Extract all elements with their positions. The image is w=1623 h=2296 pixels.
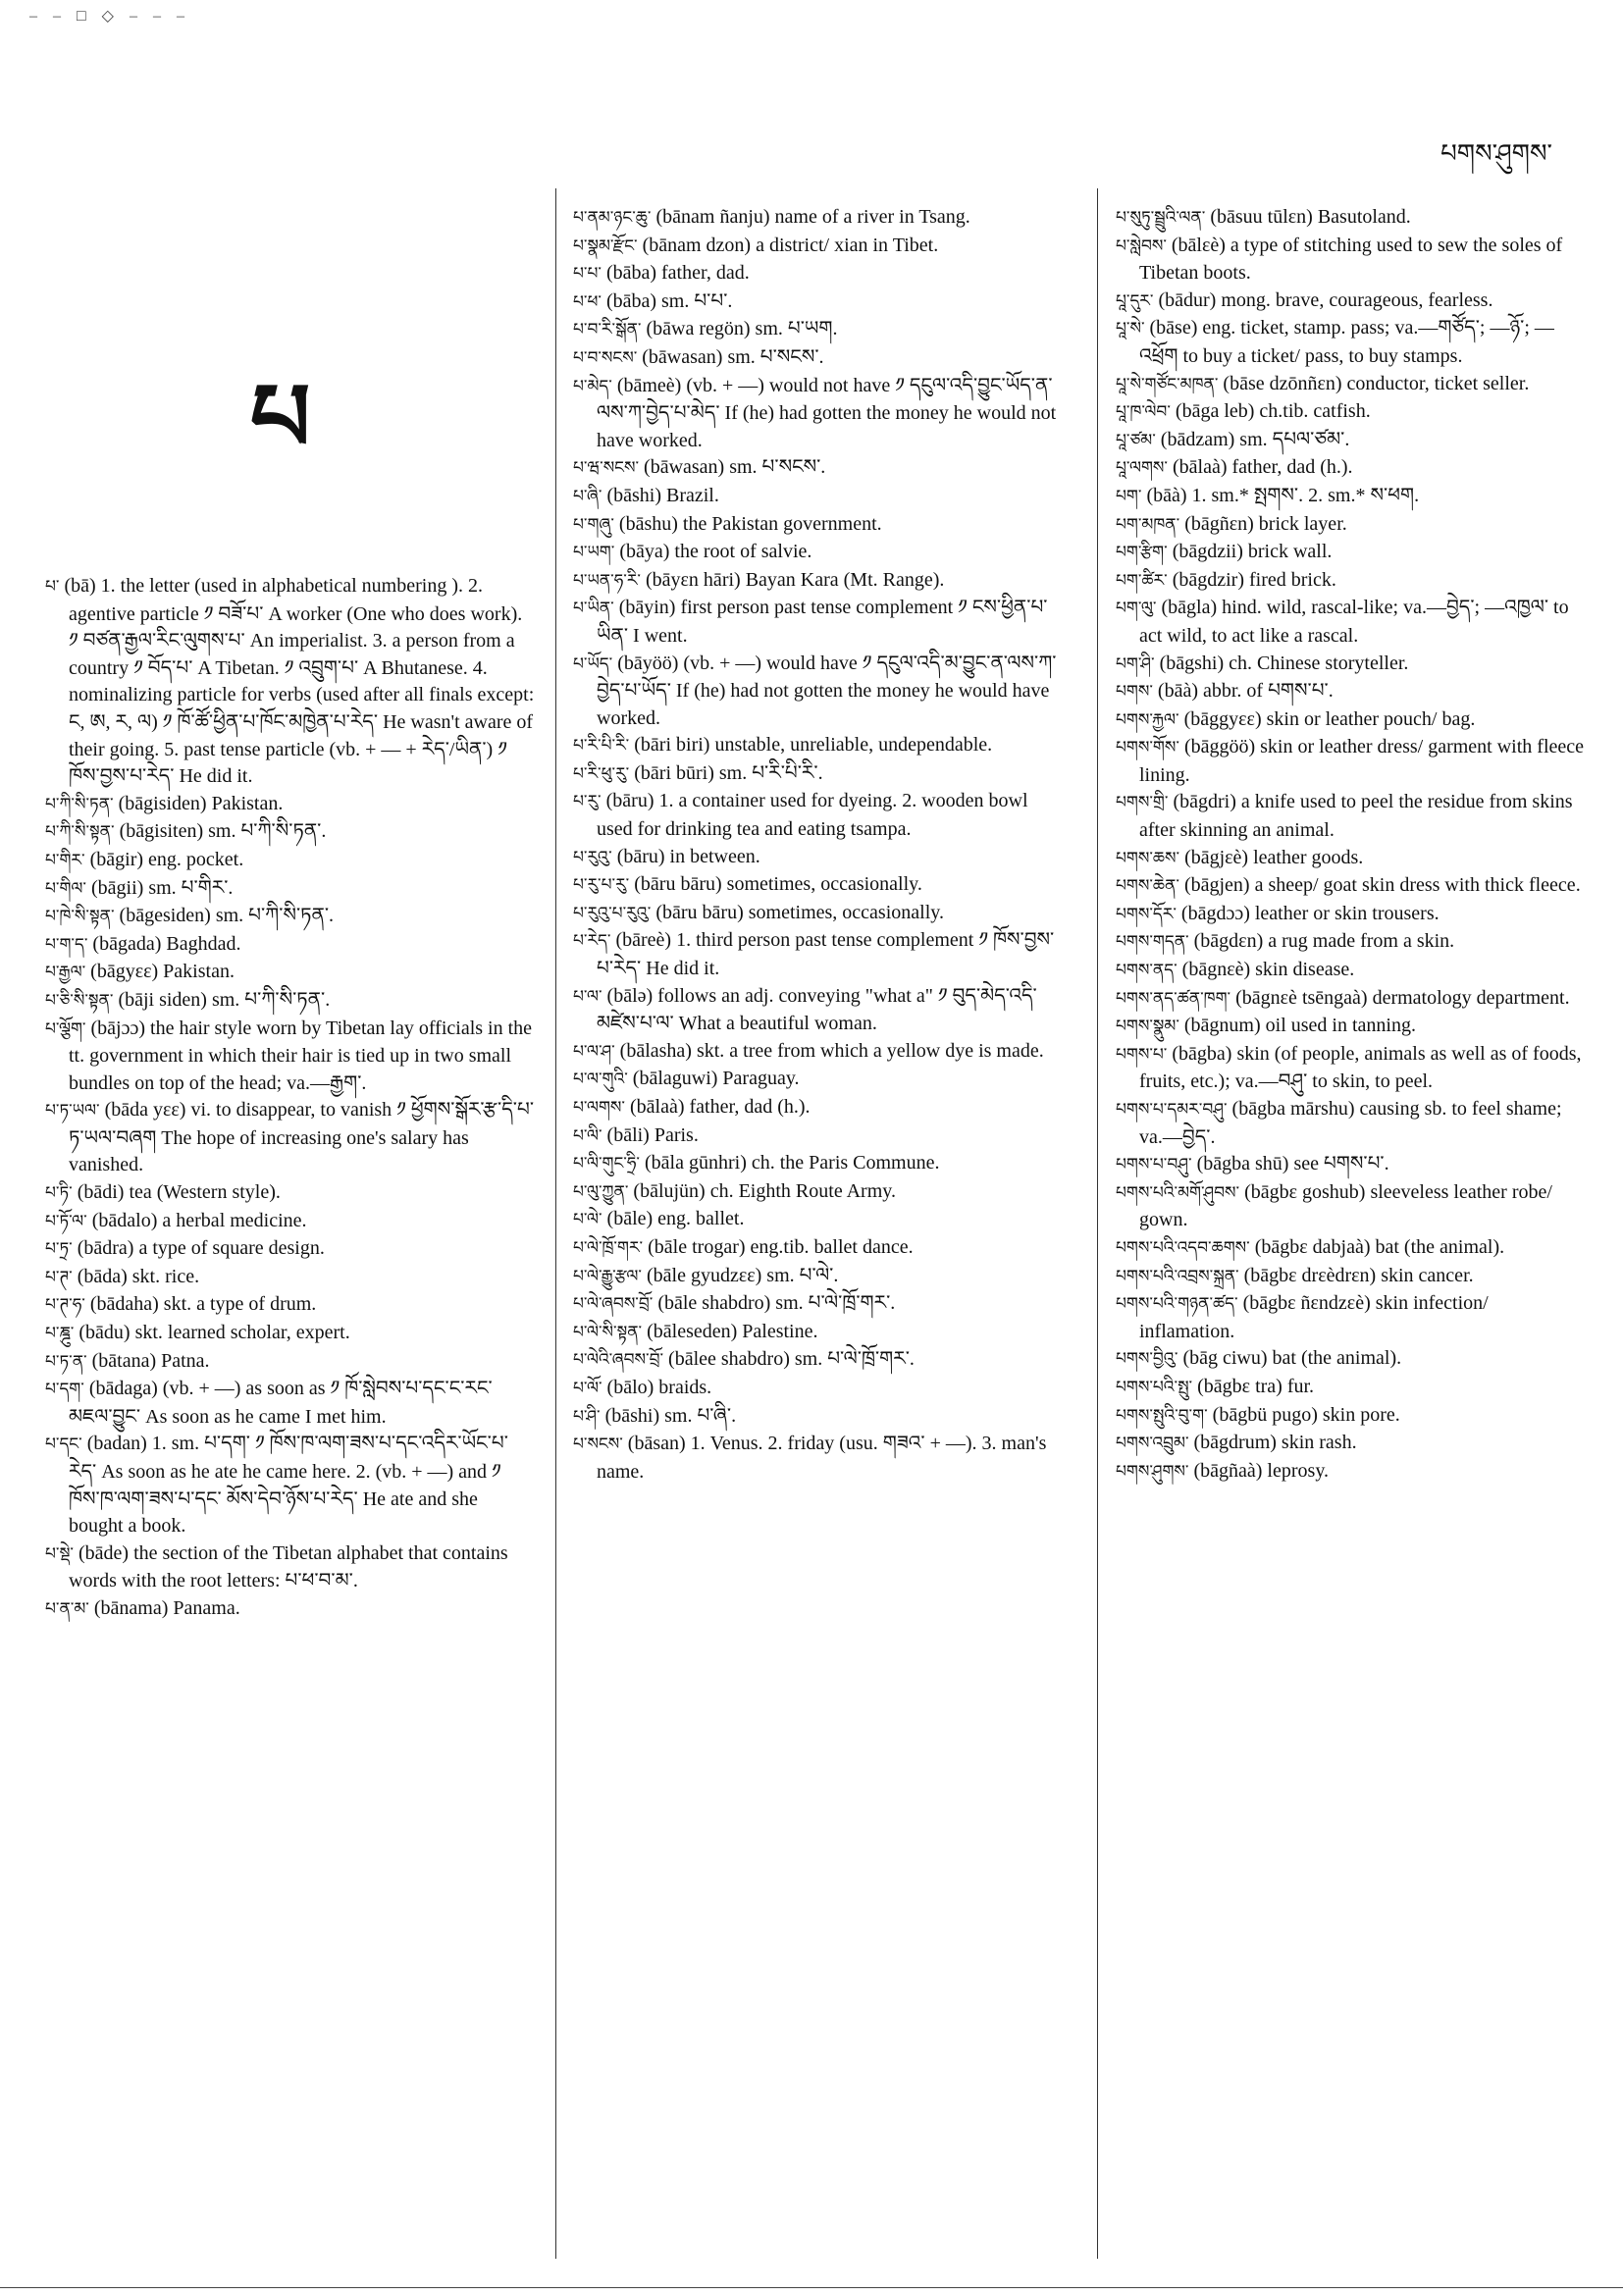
entry-headword: པ་ལོ་	[573, 1378, 602, 1398]
entry-headword: པ་	[45, 577, 60, 597]
entry-headword: པ་ལ་གུའི་	[573, 1070, 628, 1090]
entry-definition: (bāle) eng. ballet.	[606, 1208, 745, 1230]
entry-definition: (bāgnum) oil used in tanning.	[1183, 1015, 1416, 1037]
entry-definition: (bāga leb) ch.tib. catfish.	[1175, 400, 1371, 423]
dictionary-entry	[1116, 957, 1587, 985]
section-letter: པ	[250, 363, 311, 473]
dictionary-entry	[1116, 287, 1587, 316]
entry-headword: པ་ཡན་ཧ་རི་	[573, 570, 641, 591]
entry-headword: པ་གིལ་	[45, 878, 87, 899]
entry-definition: (bāru bāru) sometimes, occasionally.	[655, 901, 944, 923]
entry-headword: པགས་པ་དམར་བཤུ་	[1116, 1100, 1228, 1120]
entry-definition: (bālaguwi) Paraguay.	[632, 1068, 800, 1090]
dictionary-entry	[45, 1595, 536, 1624]
entry-definition: (bāà) abbr. of པགས་པ་.	[1157, 680, 1334, 703]
column-2	[573, 204, 1064, 1486]
entry-definition: (bāde) the section of the Tibetan alphabet that contains words with the root letters: པ་ཕ་བ་མ་.	[69, 1541, 508, 1592]
dictionary-entry	[573, 1094, 1064, 1122]
entry-definition: (bāgjεè) leather goods.	[1184, 846, 1364, 868]
entry-definition: (bāgba) skin (of people, animals as well as of foods, fruits, etc.); va.—བཤུ་ to skin, to peel.	[1139, 1042, 1582, 1093]
entry-headword: པ་ལི་	[573, 1125, 602, 1146]
dictionary-entry	[573, 732, 1064, 760]
entry-headword: པ་ལྕོག་	[45, 1018, 86, 1039]
entry-definition: (bāgesiden) sm. པ་ཀི་སི་ཏན་.	[119, 905, 335, 927]
dictionary-entry	[1116, 706, 1587, 735]
entry-headword: པ་རུའུ་	[573, 847, 612, 867]
entry-definition: (bāri biri) unstable, unreliable, undependable.	[634, 734, 993, 757]
dictionary-entry	[573, 1403, 1064, 1432]
dictionary-entry	[45, 1291, 536, 1320]
dictionary-entry	[573, 983, 1064, 1038]
entry-definition: (bāgdεn) a rug made from a skin.	[1193, 930, 1455, 953]
entry-headword: པཱ་ལགས་	[1116, 458, 1168, 479]
entry-headword: པ་ལེ་ཁྲོ་གར་	[573, 1237, 644, 1258]
dictionary-entry	[45, 573, 536, 791]
entry-headword: པ་རི་ཕུ་རུ་	[573, 763, 630, 784]
entry-headword: པ་ཁེ་སི་སྟན་	[45, 907, 115, 927]
entry-headword: པ་ལུ་ཀྱུན་	[573, 1181, 629, 1202]
entry-headword: པ་གིར་	[45, 850, 85, 870]
entry-headword: པ་ཕ་	[573, 291, 602, 312]
entry-headword: པ་ཡིན་	[573, 599, 614, 619]
entry-definition: (bālo) braids.	[606, 1376, 712, 1398]
dictionary-entry	[573, 844, 1064, 872]
dictionary-entry	[573, 539, 1064, 567]
dictionary-entry	[573, 567, 1064, 596]
dictionary-entry	[1116, 901, 1587, 929]
dictionary-entry	[573, 927, 1064, 982]
dictionary-entry	[573, 511, 1064, 540]
entry-headword: པ་སུཏུ་སྦྲུའི་ལན་	[1116, 208, 1206, 228]
dictionary-entry	[45, 1179, 536, 1208]
entry-definition: (bālə) follows an adj. conveying "what a" ༡ བུད་མེད་འདི་མཛེས་པ་ལ་ What a beautiful woman.	[597, 984, 1037, 1035]
dictionary-entry	[573, 788, 1064, 843]
dictionary-entry	[1116, 928, 1587, 957]
entry-definition: (bāwa regön) sm. པ་ཡག.	[646, 318, 838, 340]
entry-definition: (bāru) in between.	[616, 845, 760, 867]
entry-definition: (bāggyεε) skin or leather pouch/ bag.	[1183, 707, 1476, 730]
dictionary-entry	[573, 595, 1064, 650]
entry-definition: (bānama) Panama.	[93, 1596, 240, 1619]
entry-definition: (bāmeè) (vb. + —) would not have ༡ དངུལ་འདི་བྱུང་ཡོད་ན་ལས་ཀ་བྱེད་པ་མེད་ If (he) had gotten the money he would not have worked.	[597, 374, 1057, 451]
entry-headword: པ་ལགས་	[573, 1098, 625, 1118]
entry-definition: (bāsan) 1. Venus. 2. friday (usu. གཟའ་ + —). 3. man's name.	[597, 1433, 1047, 1483]
dictionary-entry	[1116, 398, 1587, 427]
dictionary-entry	[1116, 678, 1587, 706]
dictionary-entry	[1116, 1402, 1587, 1431]
entry-definition: (bāgdɔɔ) leather or skin trousers.	[1180, 902, 1440, 924]
entry-definition: (bāgñεn) brick layer.	[1184, 512, 1347, 535]
column-3	[1116, 204, 1587, 1486]
entry-definition: (bāgdzir) fired brick.	[1172, 568, 1336, 591]
dictionary-entry	[1116, 1096, 1587, 1151]
dictionary-entry	[573, 1178, 1064, 1207]
entry-headword: པ་ཏོ་ལ་	[45, 1211, 87, 1231]
entry-headword: པ་ཡག་	[573, 543, 615, 563]
entry-headword: པ་ཀི་སི་སྟན་	[45, 822, 115, 843]
dictionary-entry	[573, 1375, 1064, 1403]
entry-definition: (bāgnεè tsēngaà) dermatology department.	[1235, 986, 1570, 1009]
dictionary-entry	[45, 1431, 536, 1539]
entry-headword: པ་ལེ་ཞབས་བྲོ་	[573, 1294, 654, 1315]
entry-headword: པགས་པའི་མགོ་ཤུབས་	[1116, 1182, 1240, 1203]
column-divider-1	[555, 188, 556, 2259]
entry-headword: པ་ལེའི་ཞབས་བྲོ་	[573, 1350, 664, 1371]
entry-definition: (bā) 1. the letter (used in alphabetical numbering ). 2. agentive particle ༡ བཟོ་པ་ A worker (One who does work). ༡ བཙན་རྒྱལ་རིང་ལུགས་པ་ An imperialist. 3. a person from a country ༡ བོད་པ་ A Tibetan. ༡ འབྲུག་པ་ A Bhutanese. 4. nominalizing particle for verbs (used after all finals except: ང, ཨ, ར, ལ) ༡ ཁོ་ཚོ་ཕྱིན་པ་ཁོང་མཁྱེན་པ་རེད་ He wasn't aware of their going. 5. past tense particle (vb. + — + རེད་/ཡིན་) ༡ ཁོས་བྱས་པ་རེད་ He did it.	[64, 575, 535, 788]
dictionary-entry	[573, 233, 1064, 261]
entry-definition: (bāda yεε) vi. to disappear, to vanish ༡ ཕྱོགས་སྒོར་རྩ་དི་པ་ཏ་ཡལ་བཞག The hope of increasing one's salary has vanished.	[69, 1099, 535, 1176]
dictionary-entry	[45, 1376, 536, 1431]
entry-definition: (bālaà) father, dad (h.).	[629, 1096, 811, 1118]
dictionary-entry	[1116, 651, 1587, 679]
entry-definition: (bādi) tea (Western style).	[77, 1181, 281, 1204]
dictionary-entry	[45, 847, 536, 875]
dictionary-entry	[1116, 233, 1587, 287]
entry-headword: པ་རུའུ་པ་རུའུ་	[573, 903, 652, 923]
dictionary-entry	[1116, 1345, 1587, 1374]
dictionary-entry	[1116, 567, 1587, 596]
dictionary-entry	[1116, 454, 1587, 483]
entry-definition: (bādra) a type of square design.	[77, 1237, 325, 1260]
entry-headword: པ་ཊ་	[45, 1267, 73, 1287]
entry-headword: པ་ཏ་ཡལ་	[45, 1101, 100, 1122]
entry-headword: པགས་སྣུམ་	[1116, 1017, 1179, 1037]
entry-headword: པ་ནམ་ཉང་ཆུ་	[573, 208, 652, 228]
dictionary-entry	[1116, 1374, 1587, 1402]
entry-headword: པགས་གྲི་	[1116, 793, 1169, 813]
dictionary-entry	[573, 1122, 1064, 1151]
dictionary-entry	[1116, 1458, 1587, 1487]
dictionary-entry	[45, 903, 536, 931]
entry-headword: པགས་པ་	[1116, 1044, 1168, 1065]
entry-headword: པ་ལ་	[573, 986, 602, 1007]
dictionary-entry	[45, 1016, 536, 1098]
entry-headword: པ་ཏྲ་	[45, 1239, 73, 1260]
entry-definition: (bāgbε tra) fur.	[1197, 1375, 1315, 1397]
entry-headword: པགས་པའི་སྤུ་	[1116, 1377, 1193, 1397]
entry-headword: པགས་	[1116, 682, 1153, 703]
dictionary-entry	[1116, 985, 1587, 1014]
entry-headword: པགས་ཆས་	[1116, 848, 1180, 868]
dictionary-entry	[573, 1066, 1064, 1094]
dictionary-entry	[45, 1320, 536, 1348]
entry-definition: (bāgbε dabjaà) bat (the animal).	[1254, 1235, 1505, 1258]
entry-definition: (bāgada) Baghdad.	[92, 932, 241, 955]
entry-definition: (bāri būri) sm. པ་རི་པི་རི་.	[634, 761, 823, 784]
entry-definition: (bālujün) ch. Eighth Route Army.	[633, 1179, 896, 1202]
entry-definition: (bāgdri) a knife used to peel the residue from skins after skinning an animal.	[1139, 791, 1573, 842]
top-edge-marks: – – □ ◇ – – –	[29, 8, 190, 25]
entry-definition: (bāg ciwu) bat (the animal).	[1182, 1347, 1402, 1370]
entry-headword: པཱ་སེ་	[1116, 319, 1145, 339]
entry-headword: པ་ཏ་ན་	[45, 1351, 87, 1372]
entry-definition: (bāba) father, dad.	[605, 262, 750, 285]
dictionary-entry	[1116, 1151, 1587, 1179]
entry-headword: པ་ལེ་རྒྱུ་རྩལ་	[573, 1266, 642, 1286]
entry-definition: (bāgii) sm. པ་གིར་.	[91, 876, 234, 899]
dictionary-entry	[1116, 204, 1587, 233]
entry-definition: (bāru bāru) sometimes, occasionally.	[634, 873, 922, 896]
entry-definition: (bāla gūnhri) ch. the Paris Commune.	[645, 1152, 940, 1174]
entry-headword: པ་ལེ་	[573, 1210, 602, 1230]
entry-definition: (bāgdrum) skin rash.	[1193, 1432, 1357, 1454]
dictionary-entry	[573, 344, 1064, 373]
entry-headword: པ་ཀི་སི་ཏན་	[45, 794, 114, 814]
entry-definition: (bāshu) the Pakistan government.	[618, 512, 882, 535]
entry-headword: པག་ཚིར་	[1116, 570, 1168, 591]
entry-headword: པག་	[1116, 486, 1142, 506]
entry-headword: པ་ག་ད་	[45, 934, 88, 955]
dictionary-entry	[1116, 315, 1587, 370]
entry-headword: པ་བ་རི་སྒོན་	[573, 320, 642, 340]
dictionary-entry	[45, 931, 536, 960]
entry-definition: (bāba) sm. པ་པ་.	[605, 289, 733, 312]
entry-headword: པཱ་དུར་	[1116, 290, 1154, 311]
entry-definition: (bāshi) Brazil.	[606, 484, 719, 506]
entry-definition: (bāgbε ñεndzεè) skin infection/ inflamation.	[1139, 1292, 1489, 1342]
dictionary-entry	[1116, 789, 1587, 844]
dictionary-entry	[45, 791, 536, 819]
entry-headword: པ་ལ་ཤ་	[573, 1041, 615, 1062]
dictionary-entry	[1116, 511, 1587, 540]
entry-definition: (bālaà) father, dad (h.).	[1172, 456, 1353, 479]
dictionary-entry	[573, 1290, 1064, 1319]
dictionary-entry	[1116, 1430, 1587, 1458]
dictionary-entry	[1116, 483, 1587, 511]
entry-headword: པ་གཞུ་	[573, 514, 614, 535]
dictionary-entry	[1116, 427, 1587, 455]
entry-headword: པག་རྩིག་	[1116, 543, 1168, 563]
entry-definition: (bānam dzon) a district/ xian in Tibet.	[642, 234, 939, 256]
running-head: པགས་ཤུགས་	[1440, 139, 1552, 169]
dictionary-entry	[1116, 1013, 1587, 1041]
entry-headword: པ་ཝ་སངས་	[573, 458, 640, 479]
dictionary-entry	[1116, 1290, 1587, 1345]
entry-headword: པགས་ནད་	[1116, 961, 1178, 981]
entry-definition: (bādalo) a herbal medicine.	[91, 1209, 307, 1231]
entry-headword: པ་ཎྜུ་	[45, 1324, 75, 1344]
entry-headword: པཱ་ཁ་ལེབ་	[1116, 402, 1171, 423]
entry-definition: (bāgla) hind. wild, rascal-like; va.—བྱེད་; —འཁྱལ་ to act wild, to act like a rascal.	[1139, 597, 1569, 647]
dictionary-entry	[45, 1348, 536, 1377]
entry-definition: (bāyin) first person past tense complement ༡ ངས་ཕྱིན་པ་ཡིན་ I went.	[597, 597, 1048, 647]
entry-headword: པགས་ཆེན་	[1116, 876, 1179, 897]
dictionary-entry	[1116, 595, 1587, 650]
dictionary-entry	[573, 204, 1064, 233]
dictionary-entry	[1116, 371, 1587, 399]
entry-headword: པ་ཞི་	[573, 486, 602, 506]
entry-definition: (bāgba shū) see པགས་པ་.	[1196, 1153, 1389, 1175]
entry-headword: པ་ཡོད་	[573, 653, 613, 674]
entry-headword: པ་སྡེ་	[45, 1543, 75, 1564]
entry-headword: པག་མཁན་	[1116, 514, 1180, 535]
column-1	[45, 573, 536, 1624]
entry-headword: པ་ཅི་སི་སྟན་	[45, 990, 114, 1011]
dictionary-entry	[573, 900, 1064, 928]
entry-definition: (bādzam) sm. དཔལ་ཙམ་.	[1160, 428, 1350, 450]
entry-definition: (bāda) skt. rice.	[77, 1265, 200, 1287]
entry-definition: (bāle shabdro) sm. པ་ལེ་ཁྲོ་གར་.	[657, 1292, 896, 1315]
entry-definition: (bāya) the root of salvie.	[619, 541, 812, 563]
entry-headword: པ་སངས་	[573, 1435, 623, 1455]
entry-definition: (bāgyεε) Pakistan.	[90, 961, 235, 983]
entry-definition: (bāshi) sm. པ་ཞི་.	[604, 1404, 737, 1427]
bottom-rule	[0, 2287, 1623, 2288]
entry-headword: པགས་པའི་གཉན་ཚད་	[1116, 1294, 1238, 1315]
dictionary-entry	[573, 1319, 1064, 1347]
entry-definition: (bāgba mārshu) causing sb. to feel shame; va.—བྱེད་.	[1139, 1098, 1562, 1148]
dictionary-entry	[1116, 845, 1587, 873]
entry-headword: པ་ལེ་སི་སྟན་	[573, 1322, 643, 1342]
entry-definition: (bādaga) (vb. + —) as soon as ༡ ཁོ་སླེབས་པ་དང་ང་རང་མཇལ་བྱུང་ As soon as he came I met him.	[69, 1378, 493, 1428]
entry-definition: (bāgisiden) Pakistan.	[118, 792, 284, 814]
dictionary-entry	[45, 875, 536, 904]
entry-headword: པགས་གདན་	[1116, 932, 1189, 953]
entry-headword: པ་ན་མ་	[45, 1598, 89, 1619]
entry-definition: (badan) 1. sm. པ་དག་ ༡ ཁོས་ཁ་ལག་ཟས་པ་དང་འདིར་ཡོང་པ་རེད་ As soon as he ate he came here. 2. (vb. + —) and ༡ ཁོས་ཁ་ལག་ཟས་པ་དང་ མོས་དེབ་ཉོས་པ་རེད་ He ate and she bought a book.	[69, 1433, 508, 1538]
dictionary-entry	[573, 651, 1064, 733]
entry-headword: པ་པ་	[573, 264, 602, 285]
entry-definition: (bāà) 1. sm.* སྤགས་. 2. sm.* ས་ཕག.	[1146, 484, 1420, 506]
entry-definition: (bāwasan) sm. པ་སངས་.	[642, 345, 824, 368]
entry-headword: པཱ་སེ་གཙོང་མཁན་	[1116, 374, 1219, 394]
entry-definition: (bāgnεè) skin disease.	[1181, 959, 1355, 981]
entry-headword: པ་རེད་	[573, 931, 611, 952]
dictionary-entry	[45, 1235, 536, 1264]
entry-headword: པ་ཤི་	[573, 1406, 601, 1427]
dictionary-entry	[45, 818, 536, 847]
dictionary-entry	[573, 373, 1064, 455]
dictionary-entry	[45, 1097, 536, 1179]
entry-definition: (bāse) eng. ticket, stamp. pass; va.—གཙོད་; —ཉོ་; —འཕྲོག to buy a ticket/ pass, to buy stamps.	[1139, 317, 1554, 367]
entry-definition: (bāji siden) sm. པ་ཀི་སི་ཏན་.	[118, 988, 331, 1011]
dictionary-entry	[1116, 1234, 1587, 1263]
dictionary-entry	[573, 1150, 1064, 1178]
entry-headword: པགས་པ་བཤུ་	[1116, 1155, 1192, 1175]
entry-definition: (bāgir) eng. pocket.	[89, 848, 244, 870]
entry-definition: (bāgdzii) brick wall.	[1172, 541, 1333, 563]
dictionary-entry	[45, 1264, 536, 1292]
dictionary-entry	[1116, 1179, 1587, 1234]
entry-headword: པགས་སྤུའི་བུ་ག་	[1116, 1405, 1208, 1426]
dictionary-entry	[1116, 734, 1587, 789]
entry-headword: པགས་བྱིའུ་	[1116, 1349, 1178, 1370]
dictionary-entry	[1116, 1263, 1587, 1291]
entry-headword: པགས་ནད་ཚན་ཁག་	[1116, 988, 1231, 1009]
dictionary-entry	[573, 760, 1064, 789]
entry-headword: པགས་པའི་འདབ་ཆགས་	[1116, 1237, 1250, 1258]
dictionary-entry	[45, 959, 536, 987]
entry-headword: པགས་གོས་	[1116, 738, 1179, 758]
dictionary-entry	[573, 483, 1064, 511]
entry-headword: པག་ཤི་	[1116, 653, 1155, 674]
entry-headword: པགས་དོར་	[1116, 904, 1177, 924]
entry-definition: (bāgbε drεèdrεn) skin cancer.	[1243, 1264, 1474, 1286]
entry-definition: (bāsuu tūlεn) Basutoland.	[1210, 206, 1411, 228]
dictionary-entry	[573, 1263, 1064, 1291]
entry-definition: (bāgisiten) sm. པ་ཀི་སི་ཏན་.	[119, 820, 327, 843]
dictionary-entry	[1116, 1041, 1587, 1096]
entry-headword: པ་དག་	[45, 1380, 84, 1400]
dictionary-entry	[1116, 872, 1587, 901]
entry-definition: (bādur) mong. brave, courageous, fearless.	[1158, 288, 1493, 311]
entry-definition: (bānam ñanju) name of a river in Tsang.	[655, 206, 970, 228]
dictionary-entry	[573, 1038, 1064, 1067]
entry-definition: (bādu) skt. learned scholar, expert.	[79, 1322, 350, 1344]
entry-headword: པགས་པའི་འབྲས་སྐྲན་	[1116, 1266, 1239, 1286]
entry-definition: (bāgshi) ch. Chinese storyteller.	[1159, 652, 1409, 674]
entry-definition: (bāle gyudzεε) sm. པ་ལེ་.	[647, 1264, 839, 1286]
entry-definition: (bāyöö) (vb. + —) would have ༡ དངུལ་འདི་མ་བྱུང་ན་ལས་ཀ་བྱེད་པ་ཡོད་ If (he) had not gotten the money he would have worked.	[597, 652, 1057, 729]
entry-definition: (bālee shabdro) sm. པ་ལེ་ཁྲོ་གར་.	[668, 1348, 915, 1371]
entry-definition: (bāru) 1. a container used for dyeing. 2. wooden bowl used for drinking tea and eating tsampa.	[597, 790, 1028, 841]
entry-definition: (bāgjen) a sheep/ goat skin dress with thick fleece.	[1183, 874, 1581, 897]
dictionary-entry	[573, 1206, 1064, 1234]
entry-definition: (bāgbü pugo) skin pore.	[1212, 1403, 1400, 1426]
entry-definition: (bāwasan) sm. པ་སངས་.	[644, 456, 826, 479]
entry-definition: (bāreè) 1. third person past tense complement ༡ ཁོས་བྱས་པ་རེད་ He did it.	[597, 929, 1055, 980]
entry-definition: (bātana) Patna.	[91, 1349, 210, 1372]
dictionary-entry	[573, 1431, 1064, 1486]
entry-definition: (bāggöö) skin or leather dress/ garment with fleece lining.	[1139, 736, 1585, 786]
dictionary-entry	[573, 454, 1064, 483]
entry-definition: (bāleseden) Palestine.	[647, 1320, 818, 1342]
dictionary-entry	[573, 288, 1064, 317]
entry-definition: (bāyεn hāri) Bayan Kara (Mt. Range).	[646, 568, 945, 591]
entry-headword: པཱ་ཙམ་	[1116, 430, 1156, 450]
entry-definition: (bāgñaà) leprosy.	[1193, 1459, 1330, 1482]
dictionary-entry	[573, 316, 1064, 344]
entry-headword: པ་རུ་	[573, 792, 602, 812]
dictionary-entry	[573, 871, 1064, 900]
entry-headword: པ་རུ་པ་རུ་	[573, 875, 630, 896]
entry-definition: (bālεè) a type of stitching used to sew the soles of Tibetan boots.	[1139, 234, 1563, 285]
entry-definition: (bādaha) skt. a type of drum.	[89, 1293, 317, 1316]
entry-headword: པ་ཏི་	[45, 1183, 73, 1204]
entry-headword: པ་རི་པི་རི་	[573, 736, 630, 757]
column-divider-2	[1097, 188, 1098, 2259]
entry-headword: པ་ཊ་ཧ་	[45, 1295, 85, 1316]
dictionary-entry	[45, 1208, 536, 1236]
entry-definition: (bāgbε goshub) sleeveless leather robe/ gown.	[1139, 1180, 1552, 1231]
entry-headword: པ་སྣམ་རྫོང་	[573, 235, 638, 256]
entry-headword: པ་དང་	[45, 1435, 82, 1455]
entry-definition: (bāle trogar) eng.tib. ballet dance.	[648, 1235, 914, 1258]
entry-headword: པ་བ་སངས་	[573, 347, 638, 368]
entry-definition: (bālasha) skt. a tree from which a yellow dye is made.	[619, 1039, 1044, 1062]
entry-headword: པ་སླེབས་	[1116, 235, 1167, 256]
dictionary-entry	[573, 260, 1064, 288]
entry-headword: པ་རྒྱལ་	[45, 963, 86, 983]
entry-headword: པག་ལུ་	[1116, 599, 1157, 619]
entry-headword: པ་མེད་	[573, 376, 612, 396]
entry-headword: པགས་རྐྱལ་	[1116, 709, 1179, 730]
dictionary-entry	[573, 1346, 1064, 1375]
entry-definition: (bāse dzōnñεn) conductor, ticket seller.	[1223, 372, 1530, 394]
entry-headword: པ་ལི་གུང་ཧྲི་	[573, 1154, 640, 1174]
dictionary-entry	[573, 1234, 1064, 1263]
entry-definition: (bājɔɔ) the hair style worn by Tibetan lay officials in the tt. government in which their hair is tied up in two small bundles on top of the head; va.—རྒྱག་.	[69, 1017, 533, 1094]
entry-definition: (bāli) Paris.	[606, 1123, 699, 1146]
entry-headword: པགས་ཤུགས་	[1116, 1461, 1189, 1482]
entry-headword: པགས་འབྲུམ་	[1116, 1434, 1189, 1454]
dictionary-entry	[1116, 539, 1587, 567]
dictionary-entry	[45, 1540, 536, 1595]
dictionary-entry	[45, 987, 536, 1016]
